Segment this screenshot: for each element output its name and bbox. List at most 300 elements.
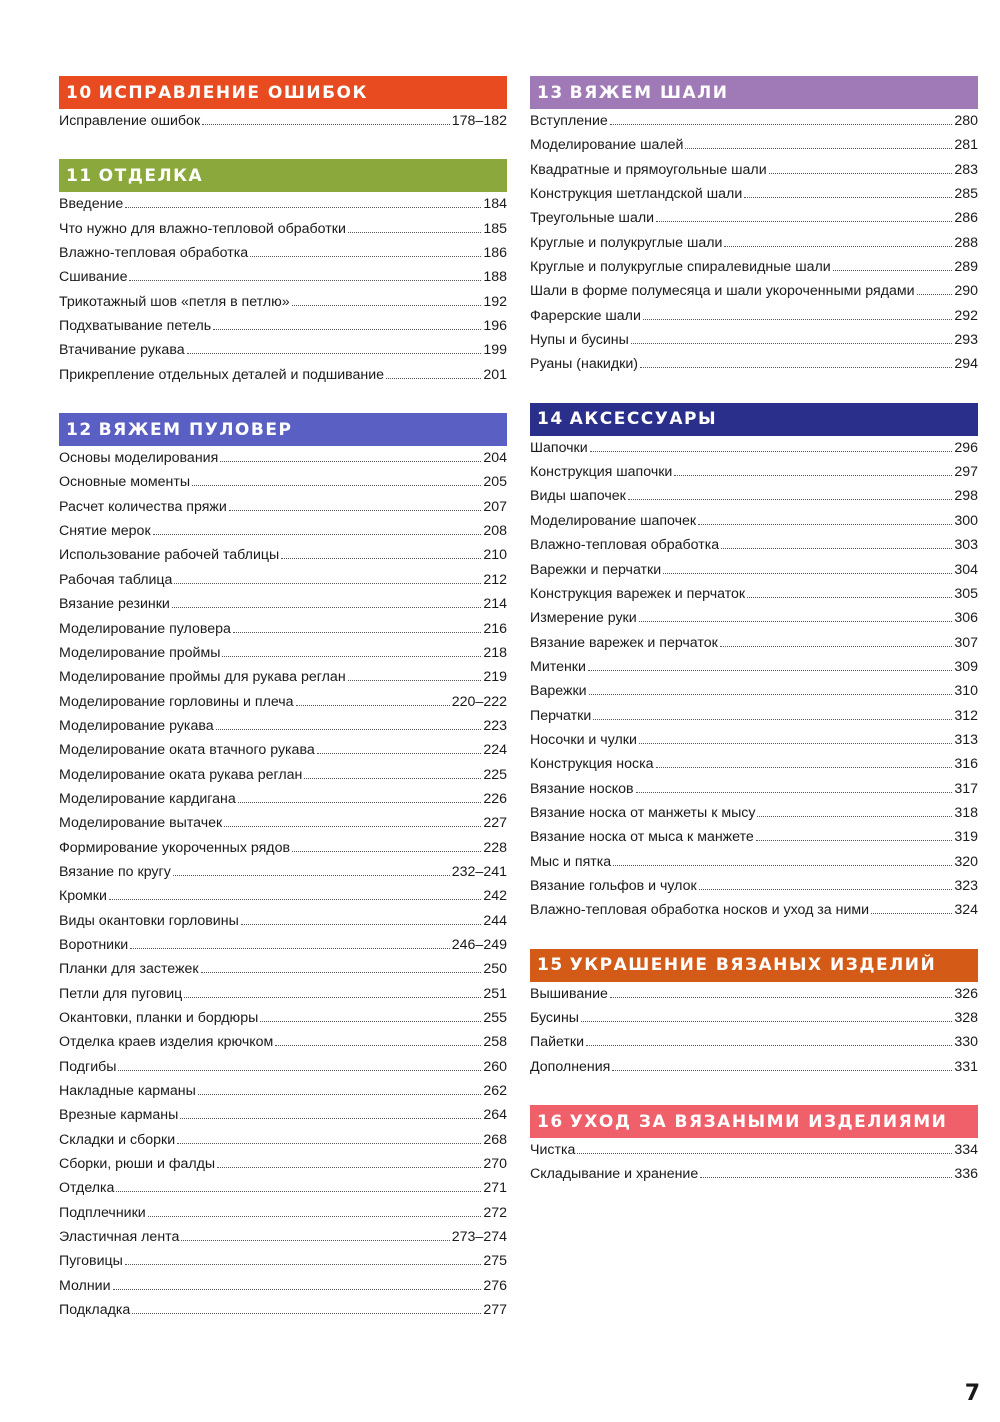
entry-title: Окантовки, планки и бордюры (59, 1010, 259, 1026)
entry-title: Моделирование кардигана (59, 790, 236, 807)
entry-title: Рабочая таблица (59, 571, 173, 588)
toc-entry[interactable] (530, 1010, 978, 1034)
dot-leader (581, 1021, 952, 1022)
entry-title: Снятие мерок (59, 523, 151, 540)
toc-entry[interactable] (530, 513, 978, 537)
dot-leader (180, 1118, 481, 1119)
entry-title: Мыс и пятка (530, 853, 612, 870)
entry-page: 312 (954, 707, 978, 724)
entry-title: Шали в форме полумесяца и шали укороченными рядами (530, 283, 915, 300)
toc-entry[interactable] (530, 210, 978, 234)
dot-leader (656, 221, 952, 222)
dot-leader (125, 1264, 481, 1265)
entry-page: 323 (954, 877, 978, 894)
toc-entry[interactable] (59, 196, 507, 220)
section-header (59, 76, 507, 109)
toc-entry[interactable] (59, 888, 507, 912)
dot-leader (113, 1289, 482, 1290)
entry-title: Пуговицы (59, 1253, 123, 1270)
dot-leader (202, 124, 450, 125)
dot-leader (198, 1094, 482, 1095)
entry-page: 227 (483, 815, 507, 832)
entry-page: 290 (954, 283, 978, 300)
entry-title: Молнии (59, 1277, 111, 1294)
section-header (530, 949, 978, 982)
toc-entry[interactable] (59, 474, 507, 498)
entry-page: 298 (954, 488, 978, 505)
entry-page: 331 (954, 1058, 978, 1075)
toc-entry[interactable] (59, 1132, 507, 1156)
entry-page: 251 (483, 985, 507, 1002)
toc-entry[interactable] (59, 718, 507, 742)
dot-leader (348, 680, 482, 681)
section-title: ВЯЖЕМ ШАЛИ (569, 82, 729, 103)
entry-title: Расчет количества пряжи (59, 498, 227, 515)
dot-leader (229, 510, 482, 511)
toc-entry[interactable] (59, 113, 507, 137)
entry-page: 281 (954, 137, 978, 154)
entry-page: 318 (954, 804, 978, 821)
entry-title: Подгибы (59, 1058, 117, 1075)
dot-leader (275, 1045, 481, 1046)
toc-entry[interactable] (59, 840, 507, 864)
section-number: 13 (537, 82, 564, 103)
dot-leader (296, 705, 450, 706)
toc-entry[interactable] (59, 547, 507, 571)
entry-title: Накладные карманы (59, 1083, 196, 1100)
toc-entry[interactable] (59, 1083, 507, 1107)
dot-leader (639, 743, 952, 744)
entry-title: Вязание варежек и перчаток (530, 634, 718, 651)
entry-title: Носочки и чулки (530, 731, 637, 748)
toc-entry[interactable] (530, 708, 978, 732)
dot-leader (721, 548, 952, 549)
entry-title: Подхватывание петель (59, 318, 212, 335)
entry-page: 216 (483, 620, 507, 637)
entry-page: 280 (954, 113, 978, 129)
toc-entry[interactable] (530, 756, 978, 780)
entry-title: Складки и сборки (59, 1131, 176, 1148)
toc-entry[interactable] (59, 937, 507, 961)
toc-entry[interactable] (530, 659, 978, 683)
entry-page: 188 (483, 269, 507, 286)
toc-entry[interactable] (59, 645, 507, 669)
toc-entry[interactable] (530, 986, 978, 1010)
entry-page: 205 (483, 474, 507, 491)
toc-entry[interactable] (530, 1034, 978, 1058)
toc-entry[interactable] (59, 499, 507, 523)
dot-leader (181, 1240, 449, 1241)
entry-page: 277 (483, 1302, 507, 1319)
entry-page: 334 (954, 1142, 978, 1159)
entry-page: 326 (954, 985, 978, 1002)
entry-title: Варежки и перчатки (530, 561, 662, 578)
toc-entry[interactable] (530, 781, 978, 805)
toc-entry[interactable] (530, 259, 978, 283)
toc-entry[interactable] (59, 1180, 507, 1204)
toc-entry[interactable] (530, 1142, 978, 1166)
toc-section-12 (59, 413, 507, 1326)
entry-page: 268 (483, 1131, 507, 1148)
entry-page: 242 (483, 888, 507, 905)
entry-page: 306 (954, 610, 978, 627)
toc-entry[interactable] (530, 829, 978, 853)
entry-title: Формирование укороченных рядов (59, 839, 291, 856)
entry-page: 317 (954, 780, 978, 797)
section-number: 10 (66, 82, 93, 103)
entry-title: Моделирование горловины и плеча (59, 693, 294, 710)
entry-title: Моделирование оката втачного рукава (59, 742, 315, 759)
dot-leader (177, 1143, 481, 1144)
entry-page: 226 (483, 790, 507, 807)
toc-entry[interactable] (59, 742, 507, 766)
entry-page: 271 (483, 1180, 507, 1197)
section-header (530, 76, 978, 109)
entry-title: Пайетки (530, 1034, 585, 1051)
toc-entry[interactable] (59, 669, 507, 693)
toc-entry[interactable] (530, 878, 978, 902)
toc-section-10 (59, 76, 507, 137)
entry-title: Измерение руки (530, 610, 637, 627)
entry-page: 330 (954, 1034, 978, 1051)
section-number: 16 (537, 1111, 564, 1132)
toc-entry[interactable] (59, 523, 507, 547)
entry-page: 223 (483, 717, 507, 734)
entry-title: Планки для застежек (59, 961, 199, 978)
entry-title: Вышивание (530, 985, 608, 1002)
dot-leader (720, 646, 953, 647)
dot-leader (685, 148, 952, 149)
entry-title: Основные моменты (59, 474, 191, 491)
entry-page: 255 (483, 1010, 507, 1026)
dot-leader (593, 719, 952, 720)
toc-entry[interactable] (59, 1107, 507, 1131)
dot-leader (132, 1313, 481, 1314)
entry-page: 270 (483, 1156, 507, 1173)
dot-leader (674, 475, 952, 476)
entry-title: Втачивание рукава (59, 342, 185, 359)
entry-page: 262 (483, 1083, 507, 1100)
entry-title: Дополнения (530, 1058, 611, 1075)
entry-title: Чистка (530, 1142, 576, 1159)
dot-leader (250, 256, 481, 257)
toc-entry[interactable] (530, 562, 978, 586)
entry-page: 309 (954, 658, 978, 675)
toc-entry[interactable] (59, 1205, 507, 1229)
entry-title: Митенки (530, 658, 586, 675)
toc-entry[interactable] (59, 864, 507, 888)
toc-entry[interactable] (530, 902, 978, 926)
entry-title: Петли для пуговиц (59, 985, 183, 1002)
dot-leader (348, 232, 481, 233)
dot-leader (224, 826, 481, 827)
toc-entry[interactable] (59, 961, 507, 985)
toc-entry[interactable] (530, 113, 978, 137)
entry-page: 258 (483, 1034, 507, 1051)
dot-leader (639, 621, 953, 622)
entry-title: Складывание и хранение (530, 1166, 699, 1183)
toc-entry[interactable] (59, 245, 507, 269)
dot-leader (109, 899, 481, 900)
toc-entry[interactable] (530, 854, 978, 878)
section-header (530, 403, 978, 436)
dot-leader (610, 124, 953, 125)
toc-entry[interactable] (530, 610, 978, 634)
entry-title: Основы моделирования (59, 450, 219, 467)
dot-leader (628, 499, 953, 500)
entry-title: Круглые и полукруглые шали (530, 234, 723, 251)
entry-page: 275 (483, 1253, 507, 1270)
entry-title: Моделирование шапочек (530, 512, 697, 529)
toc-entry[interactable] (59, 318, 507, 342)
toc-entry[interactable] (59, 791, 507, 815)
entry-page: 273–274 (451, 1229, 507, 1246)
dot-leader (871, 913, 952, 914)
entry-page: 208 (483, 523, 507, 540)
entry-page: 250 (483, 961, 507, 978)
entry-page: 294 (954, 356, 978, 373)
entry-page: 178–182 (451, 113, 507, 129)
toc-entry[interactable] (530, 586, 978, 610)
toc-entry[interactable] (530, 235, 978, 259)
toc-entry[interactable] (59, 221, 507, 245)
section-number: 11 (66, 165, 93, 186)
dot-leader (118, 1070, 481, 1071)
entry-title: Конструкция шапочки (530, 464, 673, 481)
entry-title: Бусины (530, 1010, 579, 1026)
entry-page: 260 (483, 1058, 507, 1075)
entry-page: 288 (954, 234, 978, 251)
entry-page: 296 (954, 439, 978, 456)
entry-title: Сшивание (59, 269, 128, 286)
dot-leader (640, 367, 952, 368)
entry-title: Вязание носков (530, 780, 634, 797)
entry-page: 225 (483, 766, 507, 783)
section-title: ИСПРАВЛЕНИЕ ОШИБОК (98, 82, 368, 103)
entry-title: Подкладка (59, 1302, 131, 1319)
dot-leader (612, 1070, 952, 1071)
entry-title: Перчатки (530, 707, 592, 724)
toc-entry[interactable] (530, 308, 978, 332)
toc-entry[interactable] (59, 1253, 507, 1277)
dot-leader (586, 1045, 952, 1046)
dot-leader (222, 656, 481, 657)
toc-section-15 (530, 949, 978, 1083)
entry-title: Отделка краев изделия крючком (59, 1034, 274, 1051)
dot-leader (260, 1021, 481, 1022)
toc-entry[interactable] (59, 1059, 507, 1083)
dot-leader (174, 583, 481, 584)
dot-leader (577, 1153, 952, 1154)
entry-page: 232–241 (451, 863, 507, 880)
toc-entry[interactable] (59, 1229, 507, 1253)
dot-leader (281, 558, 481, 559)
toc-entry[interactable] (59, 986, 507, 1010)
entry-page: 285 (954, 186, 978, 203)
dot-leader (757, 816, 952, 817)
dot-leader (130, 948, 450, 949)
entry-title: Шапочки (530, 439, 588, 456)
toc-entry[interactable] (530, 186, 978, 210)
toc-entry[interactable] (59, 1278, 507, 1302)
section-number: 15 (537, 955, 564, 976)
toc-entry[interactable] (59, 694, 507, 718)
toc-section-16 (530, 1105, 978, 1191)
entry-title: Вязание носка от мыса к манжете (530, 829, 754, 846)
entry-title: Варежки (530, 683, 587, 700)
dot-leader (698, 524, 952, 525)
dot-leader (173, 875, 450, 876)
entry-title: Моделирование вытачек (59, 815, 223, 832)
entry-title: Виды окантовки горловины (59, 912, 239, 929)
toc-entry[interactable] (59, 596, 507, 620)
toc-entry[interactable] (530, 1166, 978, 1190)
section-title: УХОД ЗА ВЯЗАНЫМИ ИЗДЕЛИЯМИ (569, 1111, 948, 1132)
entry-page: 324 (954, 902, 978, 919)
entry-page: 276 (483, 1277, 507, 1294)
dot-leader (184, 997, 481, 998)
toc-entry[interactable] (530, 332, 978, 356)
toc-entry[interactable] (59, 1034, 507, 1058)
entry-title: Вязание гольфов и чулок (530, 877, 697, 894)
entry-page: 219 (483, 669, 507, 686)
dot-leader (699, 889, 953, 890)
entry-title: Моделирование оката рукава реглан (59, 766, 303, 783)
dot-leader (317, 753, 482, 754)
entry-page: 283 (954, 161, 978, 178)
entry-page: 320 (954, 853, 978, 870)
entry-title: Исправление ошибок (59, 113, 201, 129)
toc-entry[interactable] (59, 1156, 507, 1180)
toc-entry[interactable] (530, 805, 978, 829)
dot-leader (700, 1177, 952, 1178)
dot-leader (636, 792, 953, 793)
toc-entry[interactable] (59, 1302, 507, 1326)
entry-title: Влажно-тепловая обработка (530, 537, 720, 554)
toc-entry[interactable] (530, 464, 978, 488)
entry-page: 210 (483, 547, 507, 564)
entry-title: Кромки (59, 888, 107, 905)
toc-entry[interactable] (530, 137, 978, 161)
entry-title: Что нужно для влажно-тепловой обработки (59, 220, 346, 237)
toc-entry[interactable] (59, 294, 507, 318)
section-header (530, 1105, 978, 1138)
entry-title: Отделка (59, 1180, 115, 1197)
toc-entry[interactable] (59, 913, 507, 937)
entry-title: Подплечники (59, 1204, 146, 1221)
entry-page: 218 (483, 644, 507, 661)
entry-page: 220–222 (451, 693, 507, 710)
entry-page: 307 (954, 634, 978, 651)
toc-entry[interactable] (59, 269, 507, 293)
dot-leader (663, 573, 952, 574)
dot-leader (292, 851, 481, 852)
entry-page: 264 (483, 1107, 507, 1124)
entry-page: 310 (954, 683, 978, 700)
dot-leader (744, 197, 952, 198)
entry-title: Введение (59, 196, 124, 213)
dot-leader (589, 694, 953, 695)
dot-leader (116, 1191, 481, 1192)
toc-entry[interactable] (530, 1059, 978, 1083)
dot-leader (125, 207, 481, 208)
toc-section-14 (530, 403, 978, 927)
dot-leader (656, 767, 953, 768)
entry-page: 319 (954, 829, 978, 846)
toc-entry[interactable] (530, 537, 978, 561)
entry-title: Вступление (530, 113, 608, 129)
dot-leader (631, 343, 953, 344)
entry-page: 316 (954, 756, 978, 773)
entry-title: Воротники (59, 936, 129, 953)
toc-entry[interactable] (530, 356, 978, 380)
section-header (59, 159, 507, 192)
entry-title: Моделирование шалей (530, 137, 684, 154)
toc-section-13 (530, 76, 978, 381)
dot-leader (220, 461, 481, 462)
dot-leader (187, 353, 482, 354)
entry-page: 286 (954, 210, 978, 227)
toc-entry[interactable] (59, 1010, 507, 1034)
toc-entry[interactable] (59, 450, 507, 474)
toc-entry[interactable] (530, 635, 978, 659)
dot-leader (613, 865, 952, 866)
toc-entry[interactable] (530, 283, 978, 307)
toc-entry[interactable] (59, 572, 507, 596)
section-number: 12 (66, 419, 93, 440)
right-column (530, 76, 978, 1213)
entry-page: 214 (483, 596, 507, 613)
dot-leader (590, 451, 953, 452)
toc-entry[interactable] (530, 440, 978, 464)
entry-title: Моделирование проймы для рукава реглан (59, 669, 346, 686)
entry-page: 212 (483, 571, 507, 588)
dot-leader (588, 670, 952, 671)
dot-leader (217, 1167, 481, 1168)
toc-entry[interactable] (530, 162, 978, 186)
dot-leader (201, 972, 482, 973)
dot-leader (148, 1216, 482, 1217)
dot-leader (292, 305, 482, 306)
toc-entry[interactable] (530, 488, 978, 512)
page-number: 7 (964, 1381, 980, 1406)
dot-leader (233, 632, 481, 633)
section-number: 14 (537, 409, 564, 430)
dot-leader (213, 329, 481, 330)
toc-entry[interactable] (59, 621, 507, 645)
entry-title: Моделирование пуловера (59, 620, 231, 637)
entry-title: Нупы и бусины (530, 332, 629, 349)
toc-entry[interactable] (530, 732, 978, 756)
toc-entry[interactable] (530, 683, 978, 707)
entry-title: Сборки, рюши и фалды (59, 1156, 216, 1173)
entry-page: 300 (954, 512, 978, 529)
section-title: ВЯЖЕМ ПУЛОВЕР (98, 419, 293, 440)
entry-page: 246–249 (451, 936, 507, 953)
section-header (59, 413, 507, 446)
entry-page: 201 (483, 366, 507, 383)
toc-entry[interactable] (59, 767, 507, 791)
entry-page: 244 (483, 912, 507, 929)
entry-title: Круглые и полукруглые спиралевидные шали (530, 259, 831, 276)
entry-page: 192 (483, 293, 507, 310)
toc-entry[interactable] (59, 367, 507, 391)
entry-title: Врезные карманы (59, 1107, 179, 1124)
entry-title: Влажно-тепловая обработка носков и уход за ними (530, 902, 870, 919)
toc-entry[interactable] (59, 815, 507, 839)
toc-entry[interactable] (59, 342, 507, 366)
entry-page: 224 (483, 742, 507, 759)
